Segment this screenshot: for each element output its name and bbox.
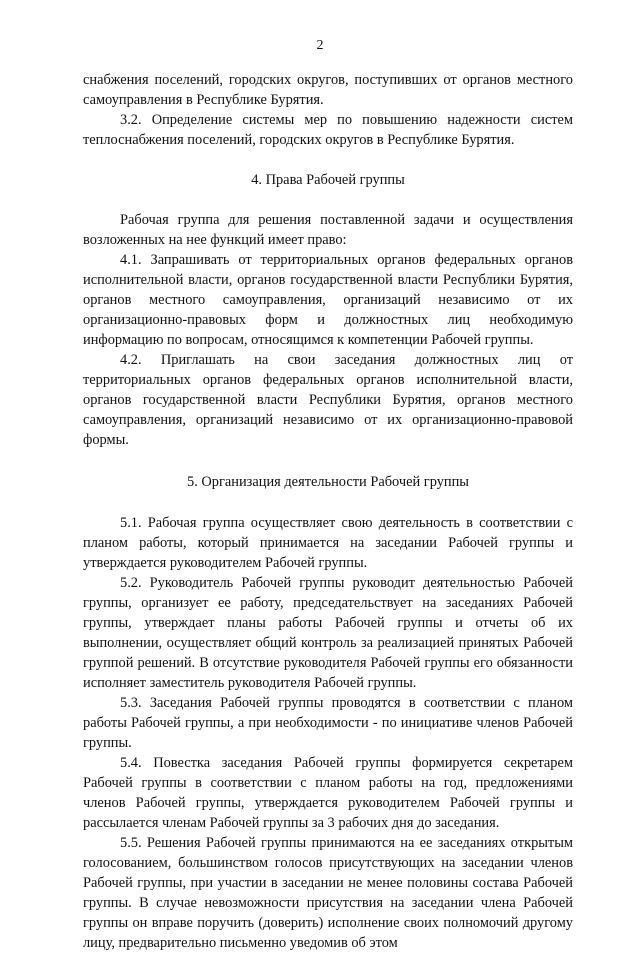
paragraph-4-intro: Рабочая группа для решения поставленной задачи и осуществления возложенных на нее функций имеет право: [83, 212, 573, 248]
paragraph-5-2: 5.2. Руководитель Рабочей группы руководит деятельностью Рабочей группы, организует ее работу, председательствует на заседаниях Рабочей группы, утверждает планы работы Рабочей группы и отчеты об их выполнении, осуществляет общий контроль за реализацией принятых Рабочей группой решений. В отсутствие руководителя Рабочей группы его обязанности исполняет заместитель руководителя Рабочей группы. [83, 575, 573, 691]
section-5-heading: 5. Организация деятельности Рабочей группы [187, 474, 469, 490]
section-4-heading: 4. Права Рабочей группы [251, 172, 405, 188]
paragraph-5-3: 5.3. Заседания Рабочей группы проводятся в соответствии с планом работы Рабочей группы, а при необходимости - по инициативе членов Рабочей группы. [83, 695, 573, 751]
paragraph-3-2: 3.2. Определение системы мер по повышению надежности систем теплоснабжения поселений, городских округов в Республике Бурятия. [83, 112, 573, 148]
paragraph-5-5: 5.5. Решения Рабочей группы принимаются на ее заседаниях открытым голосованием, большинством голосов присутствующих на заседании членов Рабочей группы, при участии в заседании не менее половины состава Рабочей группы. В случае невозможности присутствия на заседании члена Рабочей группы он вправе поручить (доверить) исполнение своих полномочий другому лицу, предварительно письменно уведомив об этом [83, 835, 573, 951]
paragraph-5-4: 5.4. Повестка заседания Рабочей группы формируется секретарем Рабочей группы в соответствии с планом работы на год, предложениями членов Рабочей группы, утверждается руководителем Рабочей группы и рассылается членам Рабочей группы за 3 рабочих дня до заседания. [83, 755, 573, 831]
paragraph-4-2: 4.2. Приглашать на свои заседания должностных лиц от территориальных органов федеральных органов исполнительной власти, органов государственной власти Республики Бурятия, органов местного самоуправления, организаций независимо от их организационно-правовой формы. [83, 352, 573, 448]
document-body [83, 70, 573, 953]
page-number: 2 [316, 38, 324, 53]
paragraph-4-1: 4.1. Запрашивать от территориальных органов федеральных органов исполнительной власти, органов государственной власти Республики Бурятия, органов местного самоуправления, организаций независимо от их организационно-правовых форм и должностных лиц необходимую информацию по вопросам, относящимся к компетенции Рабочей группы. [83, 252, 573, 348]
paragraph-5-1: 5.1. Рабочая группа осуществляет свою деятельность в соответствии с планом работы, который принимается на заседании Рабочей группы и утверждается руководителем Рабочей группы. [83, 515, 573, 571]
paragraph-3-1-continuation: снабжения поселений, городских округов, поступивших от органов местного самоуправления в Республике Бурятия. [83, 72, 573, 108]
